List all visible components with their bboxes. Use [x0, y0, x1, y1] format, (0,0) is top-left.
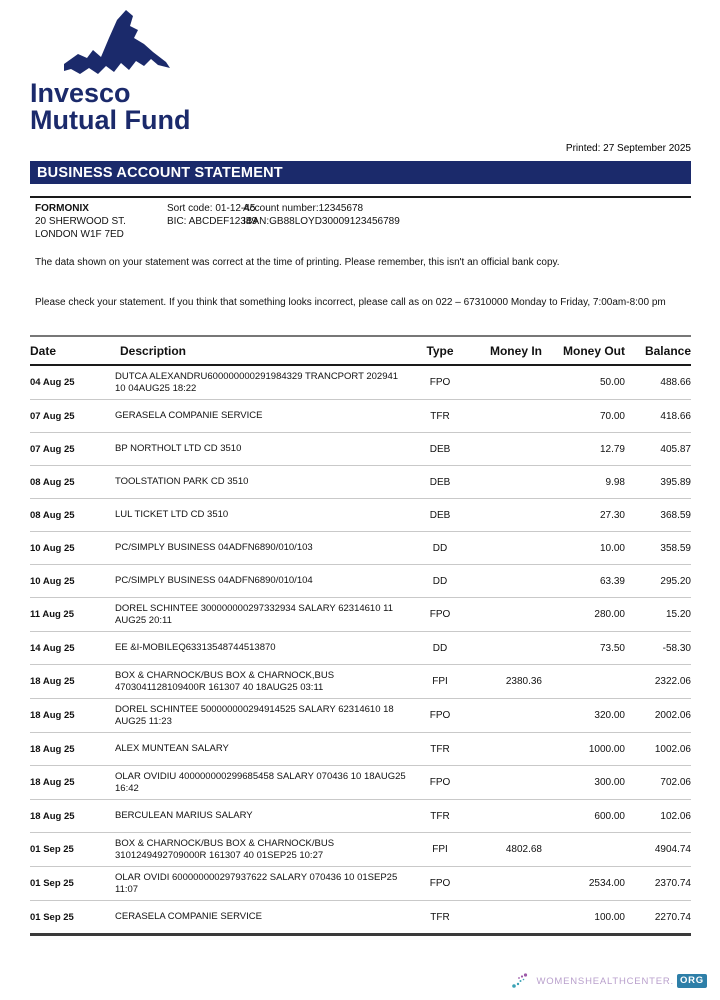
table-row [30, 766, 691, 800]
account-address-line2: LONDON W1F 7ED [35, 229, 124, 240]
txn-description: LUL TICKET LTD CD 3510 [115, 499, 410, 532]
col-header-balance: Balance [625, 336, 691, 365]
txn-money-out: 1000.00 [542, 733, 625, 766]
check-statement-text: Please check your statement. If you think that something looks incorrect, please call as on 022 – 67310000 Monday to Friday, 7:00am-8:00 pm [35, 297, 666, 308]
bic-code: BIC: ABCDEF12349 [167, 216, 258, 227]
txn-balance: 395.89 [625, 466, 691, 499]
txn-money-in [470, 901, 542, 935]
statement-title-bar [30, 161, 691, 184]
table-row [30, 800, 691, 833]
txn-money-out [542, 665, 625, 699]
footer-site-name[interactable]: WOMENSHEALTHCENTER. [536, 975, 674, 987]
txn-money-in [470, 466, 542, 499]
table-row [30, 433, 691, 466]
txn-type: DEB [410, 499, 470, 532]
txn-balance: -58.30 [625, 632, 691, 665]
txn-type: FPI [410, 833, 470, 867]
txn-date: 18 Aug 25 [30, 665, 115, 699]
txn-description: DUTCA ALEXANDRU600000000291984329 TRANCPORT 202941 10 04AUG25 18:22 [115, 365, 410, 400]
table-row [30, 632, 691, 665]
txn-money-out: 600.00 [542, 800, 625, 833]
txn-description: BP NORTHOLT LTD CD 3510 [115, 433, 410, 466]
table-row [30, 598, 691, 632]
txn-date: 01 Sep 25 [30, 833, 115, 867]
txn-type: DD [410, 532, 470, 565]
txn-balance: 418.66 [625, 400, 691, 433]
txn-balance: 2002.06 [625, 699, 691, 733]
txn-date: 11 Aug 25 [30, 598, 115, 632]
txn-description: EE &I-MOBILEQ63313548744513870 [115, 632, 410, 665]
table-row [30, 867, 691, 901]
col-header-date: Date [30, 336, 115, 365]
txn-date: 08 Aug 25 [30, 499, 115, 532]
txn-balance: 2370.74 [625, 867, 691, 901]
txn-date: 18 Aug 25 [30, 733, 115, 766]
table-row [30, 901, 691, 935]
txn-money-in [470, 800, 542, 833]
txn-description: DOREL SCHINTEE 300000000297332934 SALARY 62314610 11 AUG25 20:11 [115, 598, 410, 632]
txn-balance: 1002.06 [625, 733, 691, 766]
footer-branding [511, 972, 707, 990]
txn-date: 01 Sep 25 [30, 901, 115, 935]
table-row [30, 665, 691, 699]
txn-description: TOOLSTATION PARK CD 3510 [115, 466, 410, 499]
txn-balance: 702.06 [625, 766, 691, 800]
footer-site-tld[interactable]: ORG [677, 974, 707, 988]
divider-line [30, 196, 691, 198]
txn-date: 07 Aug 25 [30, 400, 115, 433]
mountain-logo-icon [58, 8, 176, 80]
txn-money-in [470, 733, 542, 766]
txn-money-out: 280.00 [542, 598, 625, 632]
txn-balance: 4904.74 [625, 833, 691, 867]
txn-money-out: 27.30 [542, 499, 625, 532]
txn-description: OLAR OVIDI 600000000297937622 SALARY 070436 10 01SEP25 11:07 [115, 867, 410, 901]
txn-type: TFR [410, 800, 470, 833]
txn-money-out: 70.00 [542, 400, 625, 433]
table-row [30, 499, 691, 532]
printed-date: Printed: 27 September 2025 [565, 143, 691, 154]
table-row [30, 365, 691, 400]
txn-type: DD [410, 632, 470, 665]
account-address-line1: 20 SHERWOOD ST. [35, 216, 126, 227]
txn-date: 04 Aug 25 [30, 365, 115, 400]
transactions-body [30, 365, 691, 935]
txn-description: ALEX MUNTEAN SALARY [115, 733, 410, 766]
txn-money-in: 2380.36 [470, 665, 542, 699]
txn-balance: 488.66 [625, 365, 691, 400]
sort-code: Sort code: 01-12-45 [167, 203, 256, 214]
txn-type: DEB [410, 433, 470, 466]
txn-type: FPO [410, 699, 470, 733]
txn-money-in [470, 766, 542, 800]
table-row [30, 466, 691, 499]
account-numbers-block [243, 202, 400, 228]
txn-money-out: 9.98 [542, 466, 625, 499]
txn-money-in [470, 699, 542, 733]
txn-date: 14 Aug 25 [30, 632, 115, 665]
transactions-header [30, 336, 691, 365]
txn-type: FPI [410, 665, 470, 699]
txn-type: TFR [410, 733, 470, 766]
transactions-table [30, 335, 691, 936]
txn-money-out: 73.50 [542, 632, 625, 665]
txn-description: BOX & CHARNOCK/BUS BOX & CHARNOCK,BUS 4703041128109400R 161307 40 18AUG25 03:11 [115, 665, 410, 699]
txn-description: OLAR OVIDIU 400000000299685458 SALARY 070436 10 18AUG25 16:42 [115, 766, 410, 800]
txn-balance: 2270.74 [625, 901, 691, 935]
txn-date: 18 Aug 25 [30, 800, 115, 833]
txn-description: PC/SIMPLY BUSINESS 04ADFN6890/010/103 [115, 532, 410, 565]
txn-type: TFR [410, 901, 470, 935]
txn-money-in [470, 565, 542, 598]
table-row [30, 565, 691, 598]
table-row [30, 733, 691, 766]
table-row [30, 833, 691, 867]
txn-money-in: 4802.68 [470, 833, 542, 867]
account-holder-block [35, 202, 126, 241]
txn-description: DOREL SCHINTEE 500000000294914525 SALARY 62314610 18 AUG25 11:23 [115, 699, 410, 733]
txn-money-out: 100.00 [542, 901, 625, 935]
brand-name-line2: Mutual Fund [30, 105, 191, 135]
txn-money-out: 12.79 [542, 433, 625, 466]
account-holder-name: FORMONIX [35, 203, 89, 214]
txn-date: 10 Aug 25 [30, 565, 115, 598]
txn-date: 08 Aug 25 [30, 466, 115, 499]
txn-money-in [470, 532, 542, 565]
col-header-description: Description [115, 336, 410, 365]
txn-type: FPO [410, 598, 470, 632]
txn-date: 10 Aug 25 [30, 532, 115, 565]
txn-date: 01 Sep 25 [30, 867, 115, 901]
txn-description: PC/SIMPLY BUSINESS 04ADFN6890/010/104 [115, 565, 410, 598]
txn-date: 18 Aug 25 [30, 766, 115, 800]
txn-money-out: 63.39 [542, 565, 625, 598]
txn-date: 18 Aug 25 [30, 699, 115, 733]
bank-logo [30, 8, 250, 134]
txn-balance: 405.87 [625, 433, 691, 466]
txn-type: TFR [410, 400, 470, 433]
txn-money-out: 300.00 [542, 766, 625, 800]
dots-swirl-icon [511, 972, 533, 990]
txn-type: DEB [410, 466, 470, 499]
table-row [30, 400, 691, 433]
txn-balance: 368.59 [625, 499, 691, 532]
txn-type: FPO [410, 867, 470, 901]
txn-balance: 15.20 [625, 598, 691, 632]
col-header-type: Type [410, 336, 470, 365]
account-number: Account number:12345678 [243, 203, 364, 214]
txn-money-in [470, 400, 542, 433]
txn-money-in [470, 499, 542, 532]
txn-money-out [542, 833, 625, 867]
txn-balance: 358.59 [625, 532, 691, 565]
txn-description: GERASELA COMPANIE SERVICE [115, 400, 410, 433]
txn-type: DD [410, 565, 470, 598]
col-header-money-in: Money In [470, 336, 542, 365]
txn-date: 07 Aug 25 [30, 433, 115, 466]
txn-money-in [470, 365, 542, 400]
txn-description: CERASELA COMPANIE SERVICE [115, 901, 410, 935]
txn-money-in [470, 598, 542, 632]
txn-money-out: 50.00 [542, 365, 625, 400]
txn-type: FPO [410, 365, 470, 400]
txn-money-out: 10.00 [542, 532, 625, 565]
table-row [30, 532, 691, 565]
txn-money-out: 2534.00 [542, 867, 625, 901]
txn-money-in [470, 433, 542, 466]
col-header-money-out: Money Out [542, 336, 625, 365]
iban-number: IBAN:GB88LOYD30009123456789 [243, 216, 400, 227]
txn-description: BOX & CHARNOCK/BUS BOX & CHARNOCK/BUS 3101249492709000R 161307 40 01SEP25 10:27 [115, 833, 410, 867]
table-row [30, 699, 691, 733]
txn-balance: 2322.06 [625, 665, 691, 699]
brand-name-line1: Invesco [30, 78, 131, 108]
txn-balance: 102.06 [625, 800, 691, 833]
txn-money-out: 320.00 [542, 699, 625, 733]
statement-title: BUSINESS ACCOUNT STATEMENT [37, 164, 283, 181]
txn-balance: 295.20 [625, 565, 691, 598]
txn-money-in [470, 632, 542, 665]
txn-money-in [470, 867, 542, 901]
txn-description: BERCULEAN MARIUS SALARY [115, 800, 410, 833]
disclaimer-text: The data shown on your statement was correct at the time of printing. Please remember, this isn't an official bank copy. [35, 257, 560, 268]
txn-type: FPO [410, 766, 470, 800]
